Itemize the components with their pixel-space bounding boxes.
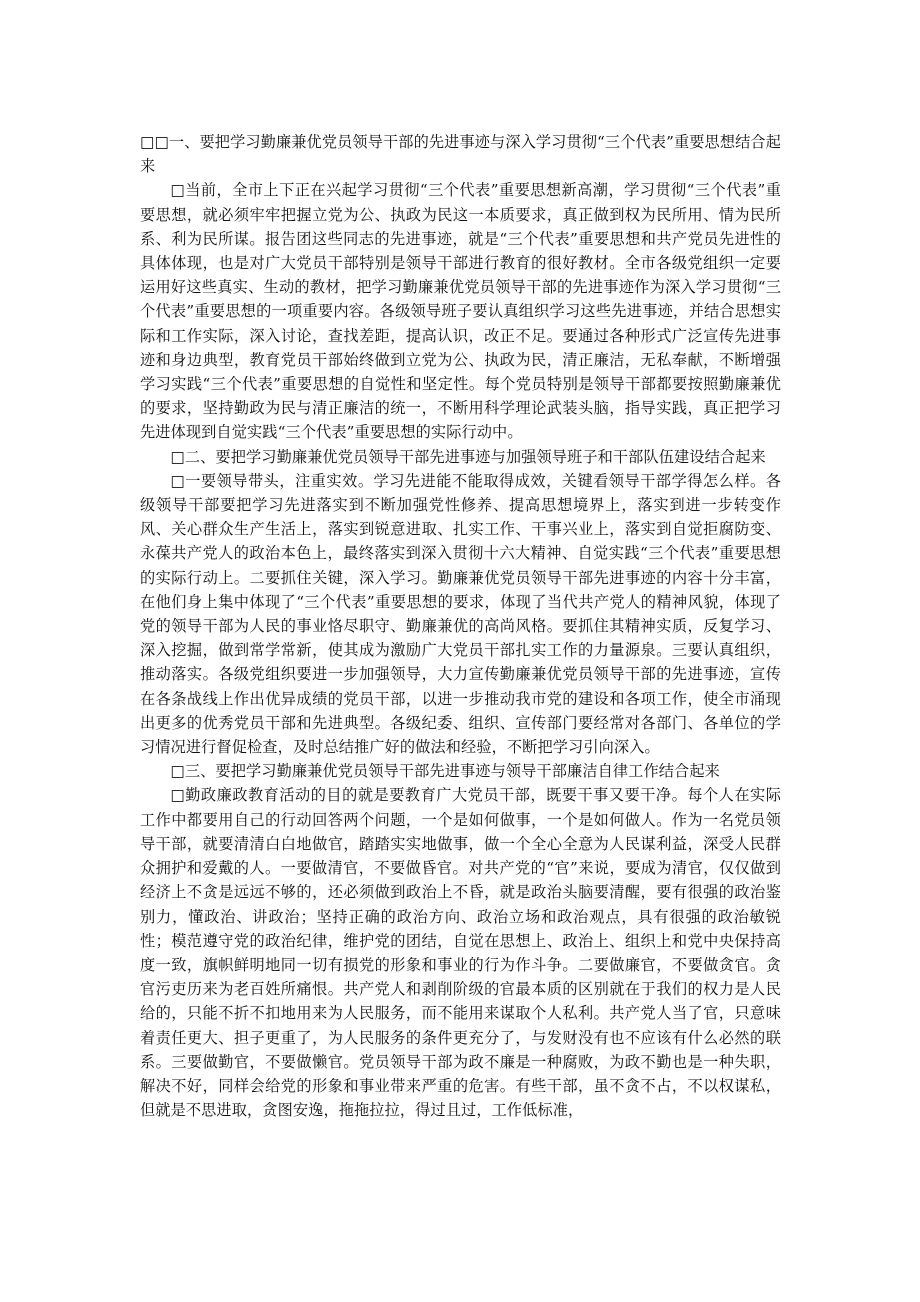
section-3-heading: □三、要把学习勤廉兼优党员领导干部先进事迹与领导干部廉洁自律工作结合起来	[170, 762, 720, 781]
section-3-body: □勤政廉政教育活动的目的就是要教育广大党员干部，既要干事又要干净。每个人在实际工作中都要用自己的行动回答两个问题，一个是如何做事，一个是如何做人。作为一名党员领导干部，就要清清白白地做官，踏踏实实地做事，做一个全心全意为人民谋利益，深受人民群众拥护和爱戴的人。一要做清官，不要做昏官。对共产党的“官”来说，要成为清官，仅仅做到经济上不贪是远远不够的，还必须做到政治上不昏，就是政治头脑要清醒，要有很强的政治鉴别力，懂政治、讲政治；坚持正确的政治方向、政治立场和政治观点，具有很强的政治敏锐性；模范遵守党的政治纪律，维护党的团结，自觉在思想上、政治上、组织上和党中央保持高度一致，旗帜鲜明地同一切有损党的形象和事业的行为作斗争。二要做廉官，不要做贪官。贪官污吏历来为老百姓所痛恨。共产党人和剥削阶级的官最本质的区别就在于我们的权力是人民给的，只能不折不扣地用来为人民服务，而不能用来谋取个人私利。共产党人当了官，只意味着责任更大、担子更重了，为人民服务的条件更充分了，与发财没有也不应该有什么必然的联系。三要做勤官，不要做懒官。党员领导干部为政不廉是一种腐败，为政不勤也是一种失职，解决不好，同样会给党的形象和事业带来严重的危害。有些干部，虽不贪不占，不以权谋私，但就是不思进取，贪图安逸，拖拖拉拉，得过且过，工作低标准，	[140, 786, 781, 1120]
section-1-body: □当前，全市上下正在兴起学习贯彻“三个代表”重要思想新高潮，学习贯彻“三个代表”重要思想，就必须牢牢把握立党为公、执政为民这一本质要求，真正做到权为民所用、情为民所系、利为民所谋。报告团这些同志的先进事迹，就是“三个代表”重要思想和共产党员先进性的具体体现，也是对广大党员干部特别是领导干部进行教育的很好教材。全市各级党组织一定要运用好这些真实、生动的教材，把学习勤廉兼优党员领导干部的先进事迹作为深入学习贯彻“三个代表”重要思想的一项重要内容。各级领导班子要认真组织学习这些先进事迹，并结合思想实际和工作实际，深入讨论，查找差距，提高认识，改正不足。要通过各种形式广泛宣传先进事迹和身边典型，教育党员干部始终做到立党为公、执政为民，清正廉洁，无私奉献，不断增强学习实践“三个代表”重要思想的自觉性和坚定性。每个党员特别是领导干部都要按照勤廉兼优的要求，坚持勤政为民与清正廉洁的统一，不断用科学理论武装头脑，指导实践，真正把学习先进体现到自觉实践“三个代表”重要思想的实际行动中。	[140, 181, 781, 442]
section-1-heading: □□一、要把学习勤廉兼优党员领导干部的先进事迹与深入学习贯彻“三个代表”重要思想结合起来	[140, 133, 781, 176]
section-2-body: □一要领导带头，注重实效。学习先进能不能取得成效，关键看领导干部学得怎么样。各级领导干部要把学习先进落实到不断加强党性修养、提高思想境界上，落实到进一步转变作风、关心群众生产生活上，落实到锐意进取、扎实工作、干事兴业上，落实到自觉拒腐防变、永葆共产党人的政治本色上，最终落实到深入贯彻十六大精神、自觉实践“三个代表”重要思想的实际行动上。二要抓住关键，深入学习。勤廉兼优党员领导干部先进事迹的内容十分丰富，在他们身上集中体现了“三个代表”重要思想的要求，体现了当代共产党人的精神风貌，体现了党的领导干部为人民的事业恪尽职守、勤廉兼优的高尚风格。要抓住其精神实质，反复学习、深入挖掘，做到常学常新，使其成为激励广大党员干部扎实工作的力量源泉。三要认真组织，推动落实。各级党组织要进一步加强领导，大力宣传勤廉兼优党员领导干部的先进事迹，宣传在各条战线上作出优异成绩的党员干部，以进一步推动我市党的建设和各项工作，使全市涌现出更多的优秀党员干部和先进典型。各级纪委、组织、宣传部门要经常对各部门、各单位的学习情况进行督促检查，及时总结推广好的做法和经验，不断把学习引向深入。	[140, 471, 781, 757]
section-2-heading: □二、要把学习勤廉兼优党员领导干部先进事迹与加强领导班子和干部队伍建设结合起来	[170, 447, 766, 466]
document-page	[140, 130, 781, 1122]
